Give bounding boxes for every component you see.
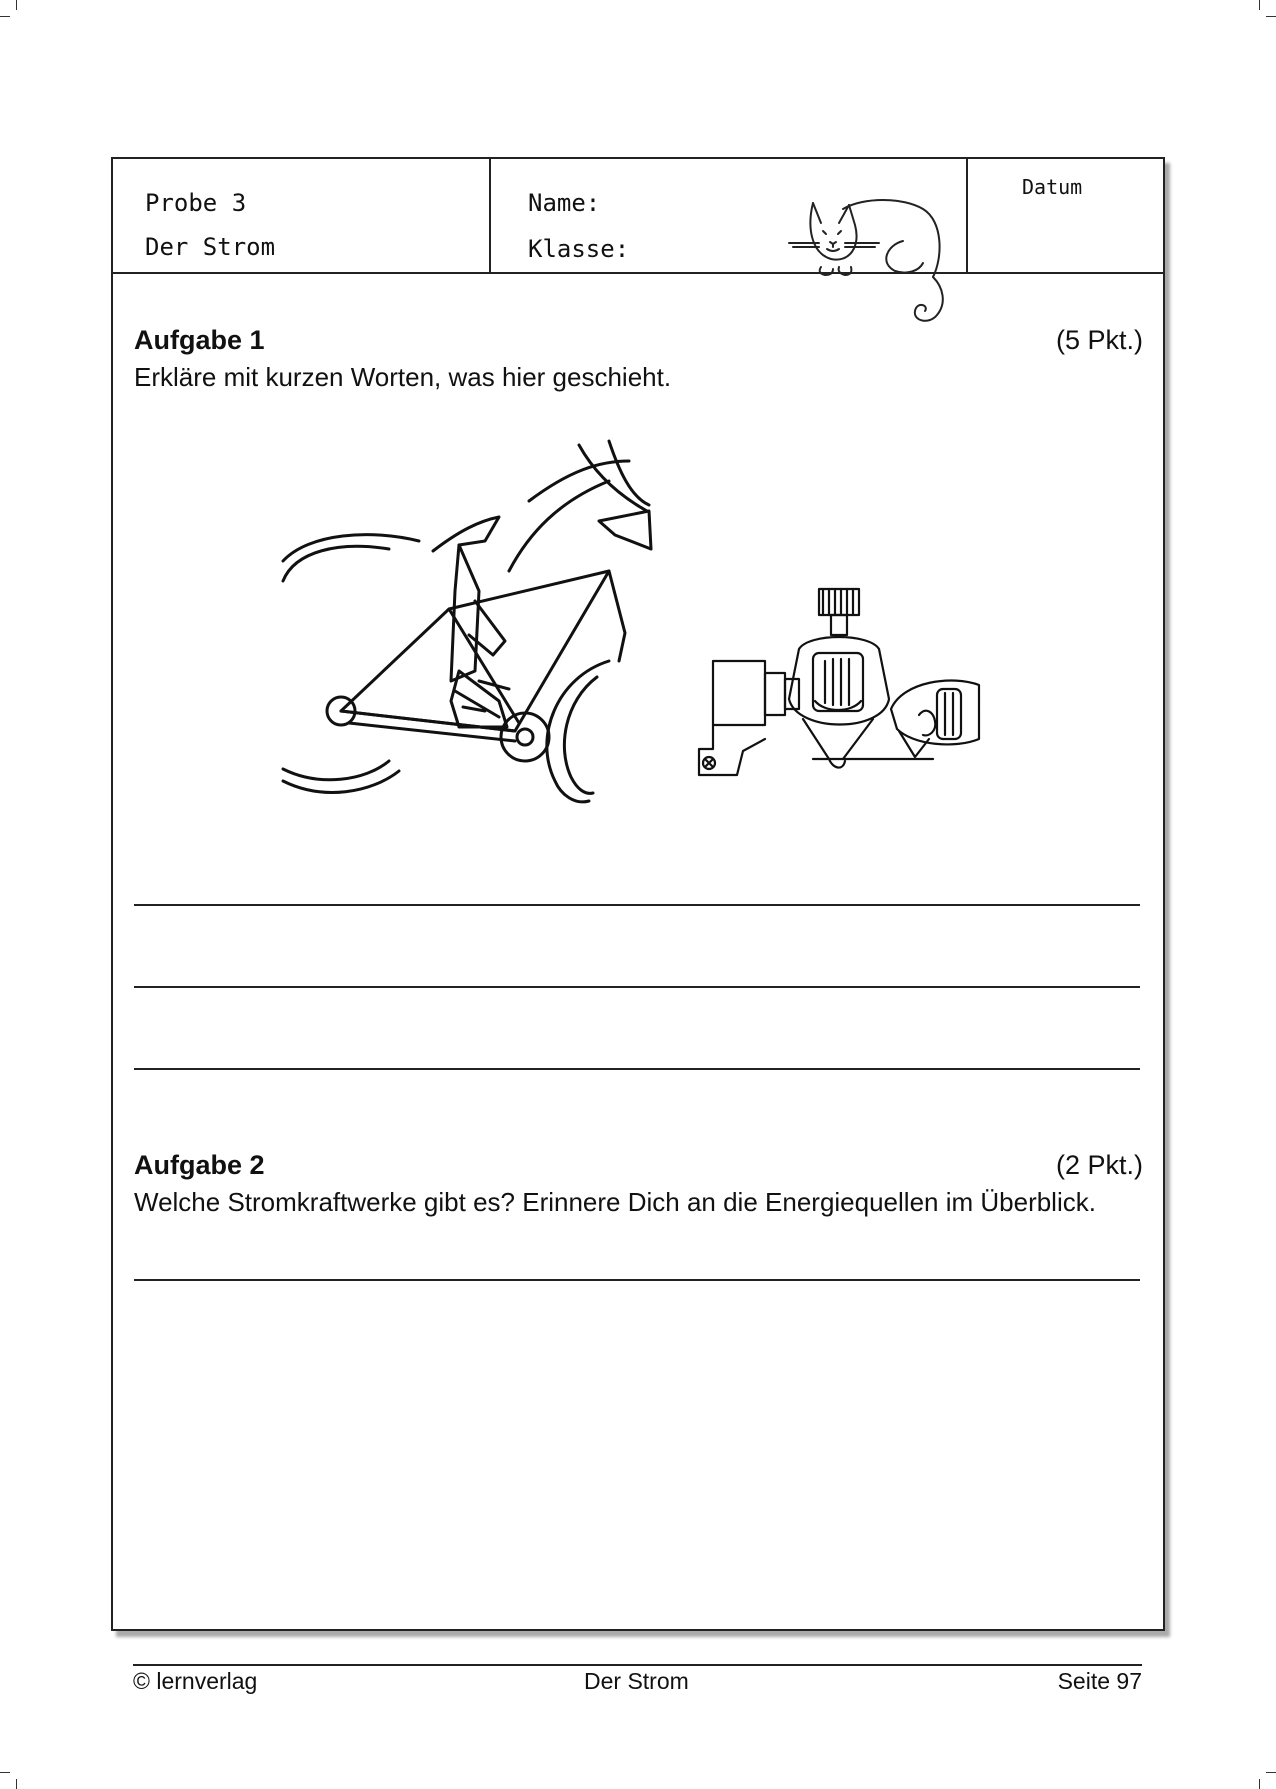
crop-mark-top-right: [1266, 16, 1276, 17]
answer-line[interactable]: [134, 1068, 1140, 1070]
name-label: Name:: [528, 189, 601, 217]
task-1-points: (5 Pkt.): [1055, 325, 1143, 355]
crop-mark-bottom-left: [0, 1772, 10, 1773]
task-2-points: (2 Pkt.): [1055, 1150, 1143, 1180]
answer-line[interactable]: [134, 986, 1140, 988]
cat-illustration: [783, 187, 983, 347]
crop-mark-top-left-v: [16, 0, 17, 10]
footer-rule: [133, 1664, 1142, 1666]
class-label: Klasse:: [528, 235, 630, 263]
test-label: Probe 3: [145, 189, 247, 217]
bicycle-pedaling-illustration: [279, 441, 679, 801]
topic-label: Der Strom: [145, 233, 276, 261]
crop-mark-bottom-left-v: [16, 1779, 17, 1789]
crop-mark-bottom-right: [1266, 1772, 1276, 1773]
footer-title: Der Strom: [584, 1668, 689, 1694]
task-1-title: Aufgabe 1: [134, 325, 265, 355]
answer-line[interactable]: [134, 904, 1140, 906]
footer-publisher: © lernverlag: [133, 1668, 258, 1694]
footer-page-number: Seite 97: [1057, 1668, 1142, 1694]
task-1-instruction: Erkläre mit kurzen Worten, was hier geschieht.: [134, 362, 672, 392]
answer-line[interactable]: [134, 1279, 1140, 1281]
task-2-title: Aufgabe 2: [134, 1150, 265, 1180]
crop-mark-top-right-v: [1259, 0, 1260, 10]
header-divider: [113, 272, 1163, 274]
crop-mark-top-left: [0, 16, 10, 17]
bicycle-dynamo-illustration: [693, 589, 993, 779]
date-label: Datum: [1022, 175, 1083, 199]
header-column-divider-1: [489, 159, 491, 272]
worksheet-frame: [111, 157, 1165, 1631]
crop-mark-bottom-right-v: [1259, 1779, 1260, 1789]
task-2-instruction: Welche Stromkraftwerke gibt es? Erinnere Dich an die Energiequellen im Überblick.: [134, 1187, 1096, 1217]
